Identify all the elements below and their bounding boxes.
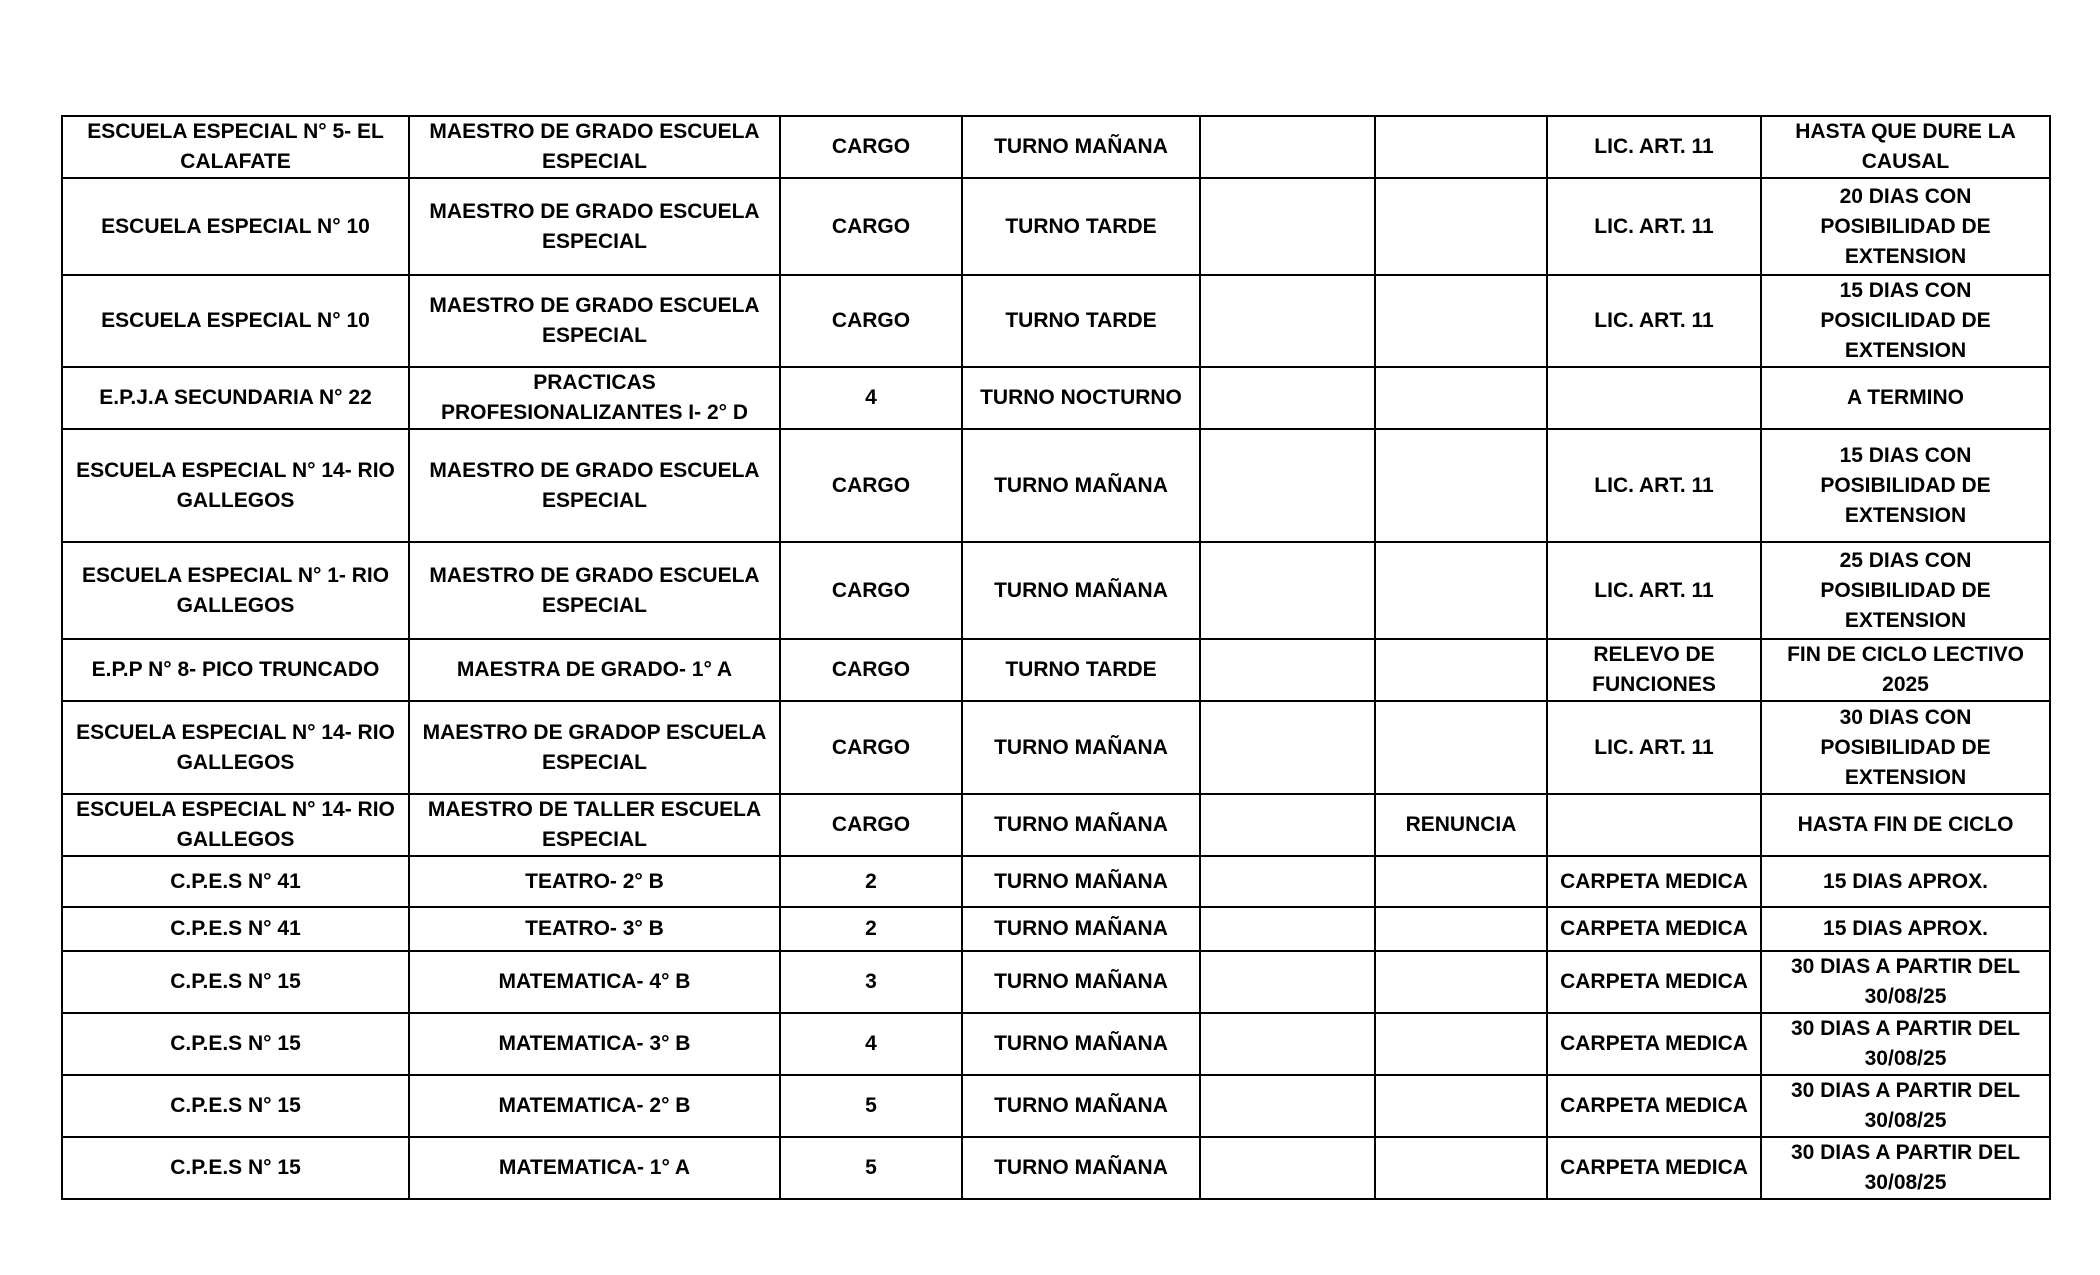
school-cell: E.P.P N° 8- PICO TRUNCADO xyxy=(62,639,409,701)
school-cell: ESCUELA ESPECIAL N° 1- RIO GALLEGOS xyxy=(62,542,409,639)
blank-cell xyxy=(1200,429,1375,542)
table-row xyxy=(62,1013,2050,1075)
position-cell: MAESTRA DE GRADO- 1° A xyxy=(409,639,780,701)
school-cell: ESCUELA ESPECIAL N° 14- RIO GALLEGOS xyxy=(62,794,409,856)
leave-type-cell: CARPETA MEDICA xyxy=(1547,856,1761,907)
duration-cell: A TERMINO xyxy=(1761,367,2050,429)
reason-cell xyxy=(1375,856,1547,907)
leave-type-cell: CARPETA MEDICA xyxy=(1547,907,1761,951)
duration-cell: 15 DIAS CON POSIBILIDAD DE EXTENSION xyxy=(1761,429,2050,542)
shift-cell: TURNO MAÑANA xyxy=(962,429,1200,542)
table-row xyxy=(62,951,2050,1013)
blank-cell xyxy=(1200,275,1375,367)
blank-cell xyxy=(1200,178,1375,275)
hours-cell: CARGO xyxy=(780,542,962,639)
table-row xyxy=(62,1075,2050,1137)
school-cell: E.P.J.A SECUNDARIA N° 22 xyxy=(62,367,409,429)
position-cell: MAESTRO DE TALLER ESCUELA ESPECIAL xyxy=(409,794,780,856)
shift-cell: TURNO MAÑANA xyxy=(962,542,1200,639)
table-row xyxy=(62,429,2050,542)
reason-cell xyxy=(1375,951,1547,1013)
leave-type-cell: LIC. ART. 11 xyxy=(1547,275,1761,367)
reason-cell xyxy=(1375,178,1547,275)
shift-cell: TURNO NOCTURNO xyxy=(962,367,1200,429)
table-row xyxy=(62,367,2050,429)
school-cell: C.P.E.S N° 15 xyxy=(62,951,409,1013)
table-row xyxy=(62,542,2050,639)
duration-cell: 15 DIAS APROX. xyxy=(1761,856,2050,907)
reason-cell xyxy=(1375,907,1547,951)
school-cell: C.P.E.S N° 15 xyxy=(62,1137,409,1199)
position-cell: TEATRO- 3° B xyxy=(409,907,780,951)
hours-cell: CARGO xyxy=(780,701,962,794)
hours-cell: CARGO xyxy=(780,639,962,701)
leave-type-cell xyxy=(1547,794,1761,856)
shift-cell: TURNO TARDE xyxy=(962,639,1200,701)
table-body xyxy=(62,116,2050,1199)
leave-type-cell: LIC. ART. 11 xyxy=(1547,701,1761,794)
school-cell: ESCUELA ESPECIAL N° 14- RIO GALLEGOS xyxy=(62,701,409,794)
hours-cell: 3 xyxy=(780,951,962,1013)
shift-cell: TURNO MAÑANA xyxy=(962,1137,1200,1199)
school-cell: ESCUELA ESPECIAL N° 14- RIO GALLEGOS xyxy=(62,429,409,542)
position-cell: MAESTRO DE GRADO ESCUELA ESPECIAL xyxy=(409,116,780,178)
leave-type-cell: CARPETA MEDICA xyxy=(1547,1137,1761,1199)
leave-type-cell: LIC. ART. 11 xyxy=(1547,542,1761,639)
blank-cell xyxy=(1200,701,1375,794)
position-cell: MAESTRO DE GRADO ESCUELA ESPECIAL xyxy=(409,429,780,542)
position-cell: PRACTICAS PROFESIONALIZANTES I- 2° D xyxy=(409,367,780,429)
hours-cell: 2 xyxy=(780,907,962,951)
position-cell: MATEMATICA- 2° B xyxy=(409,1075,780,1137)
leave-type-cell: LIC. ART. 11 xyxy=(1547,116,1761,178)
blank-cell xyxy=(1200,1137,1375,1199)
hours-cell: 2 xyxy=(780,856,962,907)
vacancies-table xyxy=(61,115,2051,1200)
duration-cell: FIN DE CICLO LECTIVO 2025 xyxy=(1761,639,2050,701)
reason-cell xyxy=(1375,701,1547,794)
duration-cell: 15 DIAS CON POSICILIDAD DE EXTENSION xyxy=(1761,275,2050,367)
table-row xyxy=(62,178,2050,275)
duration-cell: 30 DIAS A PARTIR DEL 30/08/25 xyxy=(1761,951,2050,1013)
reason-cell xyxy=(1375,542,1547,639)
shift-cell: TURNO TARDE xyxy=(962,178,1200,275)
leave-type-cell: LIC. ART. 11 xyxy=(1547,429,1761,542)
reason-cell xyxy=(1375,116,1547,178)
table-row xyxy=(62,856,2050,907)
school-cell: C.P.E.S N° 41 xyxy=(62,856,409,907)
blank-cell xyxy=(1200,1013,1375,1075)
table-row xyxy=(62,907,2050,951)
shift-cell: TURNO MAÑANA xyxy=(962,1075,1200,1137)
position-cell: MAESTRO DE GRADO ESCUELA ESPECIAL xyxy=(409,275,780,367)
shift-cell: TURNO MAÑANA xyxy=(962,794,1200,856)
leave-type-cell: RELEVO DE FUNCIONES xyxy=(1547,639,1761,701)
reason-cell xyxy=(1375,275,1547,367)
hours-cell: 4 xyxy=(780,367,962,429)
duration-cell: 15 DIAS APROX. xyxy=(1761,907,2050,951)
position-cell: MAESTRO DE GRADOP ESCUELA ESPECIAL xyxy=(409,701,780,794)
reason-cell xyxy=(1375,1075,1547,1137)
position-cell: MATEMATICA- 1° A xyxy=(409,1137,780,1199)
school-cell: C.P.E.S N° 15 xyxy=(62,1075,409,1137)
blank-cell xyxy=(1200,116,1375,178)
blank-cell xyxy=(1200,907,1375,951)
blank-cell xyxy=(1200,856,1375,907)
blank-cell xyxy=(1200,794,1375,856)
shift-cell: TURNO MAÑANA xyxy=(962,856,1200,907)
school-cell: C.P.E.S N° 41 xyxy=(62,907,409,951)
school-cell: C.P.E.S N° 15 xyxy=(62,1013,409,1075)
shift-cell: TURNO MAÑANA xyxy=(962,907,1200,951)
reason-cell xyxy=(1375,367,1547,429)
duration-cell: HASTA QUE DURE LA CAUSAL xyxy=(1761,116,2050,178)
duration-cell: 30 DIAS A PARTIR DEL 30/08/25 xyxy=(1761,1137,2050,1199)
hours-cell: CARGO xyxy=(780,429,962,542)
shift-cell: TURNO MAÑANA xyxy=(962,1013,1200,1075)
reason-cell xyxy=(1375,1137,1547,1199)
table-row xyxy=(62,794,2050,856)
blank-cell xyxy=(1200,639,1375,701)
reason-cell: RENUNCIA xyxy=(1375,794,1547,856)
position-cell: MATEMATICA- 3° B xyxy=(409,1013,780,1075)
leave-type-cell: CARPETA MEDICA xyxy=(1547,1013,1761,1075)
reason-cell xyxy=(1375,1013,1547,1075)
reason-cell xyxy=(1375,429,1547,542)
shift-cell: TURNO MAÑANA xyxy=(962,116,1200,178)
blank-cell xyxy=(1200,542,1375,639)
blank-cell xyxy=(1200,367,1375,429)
duration-cell: HASTA FIN DE CICLO xyxy=(1761,794,2050,856)
table-row xyxy=(62,639,2050,701)
hours-cell: CARGO xyxy=(780,116,962,178)
leave-type-cell xyxy=(1547,367,1761,429)
hours-cell: CARGO xyxy=(780,794,962,856)
leave-type-cell: CARPETA MEDICA xyxy=(1547,1075,1761,1137)
hours-cell: CARGO xyxy=(780,275,962,367)
duration-cell: 30 DIAS A PARTIR DEL 30/08/25 xyxy=(1761,1013,2050,1075)
reason-cell xyxy=(1375,639,1547,701)
table-row xyxy=(62,116,2050,178)
table-row xyxy=(62,275,2050,367)
school-cell: ESCUELA ESPECIAL N° 10 xyxy=(62,178,409,275)
position-cell: MAESTRO DE GRADO ESCUELA ESPECIAL xyxy=(409,178,780,275)
hours-cell: 5 xyxy=(780,1137,962,1199)
blank-cell xyxy=(1200,951,1375,1013)
hours-cell: CARGO xyxy=(780,178,962,275)
position-cell: MATEMATICA- 4° B xyxy=(409,951,780,1013)
school-cell: ESCUELA ESPECIAL N° 10 xyxy=(62,275,409,367)
shift-cell: TURNO MAÑANA xyxy=(962,701,1200,794)
school-cell: ESCUELA ESPECIAL N° 5- EL CALAFATE xyxy=(62,116,409,178)
leave-type-cell: CARPETA MEDICA xyxy=(1547,951,1761,1013)
duration-cell: 30 DIAS A PARTIR DEL 30/08/25 xyxy=(1761,1075,2050,1137)
shift-cell: TURNO MAÑANA xyxy=(962,951,1200,1013)
table-row xyxy=(62,701,2050,794)
duration-cell: 20 DIAS CON POSIBILIDAD DE EXTENSION xyxy=(1761,178,2050,275)
table-row xyxy=(62,1137,2050,1199)
duration-cell: 25 DIAS CON POSIBILIDAD DE EXTENSION xyxy=(1761,542,2050,639)
leave-type-cell: LIC. ART. 11 xyxy=(1547,178,1761,275)
blank-cell xyxy=(1200,1075,1375,1137)
position-cell: MAESTRO DE GRADO ESCUELA ESPECIAL xyxy=(409,542,780,639)
duration-cell: 30 DIAS CON POSIBILIDAD DE EXTENSION xyxy=(1761,701,2050,794)
hours-cell: 4 xyxy=(780,1013,962,1075)
position-cell: TEATRO- 2° B xyxy=(409,856,780,907)
hours-cell: 5 xyxy=(780,1075,962,1137)
shift-cell: TURNO TARDE xyxy=(962,275,1200,367)
